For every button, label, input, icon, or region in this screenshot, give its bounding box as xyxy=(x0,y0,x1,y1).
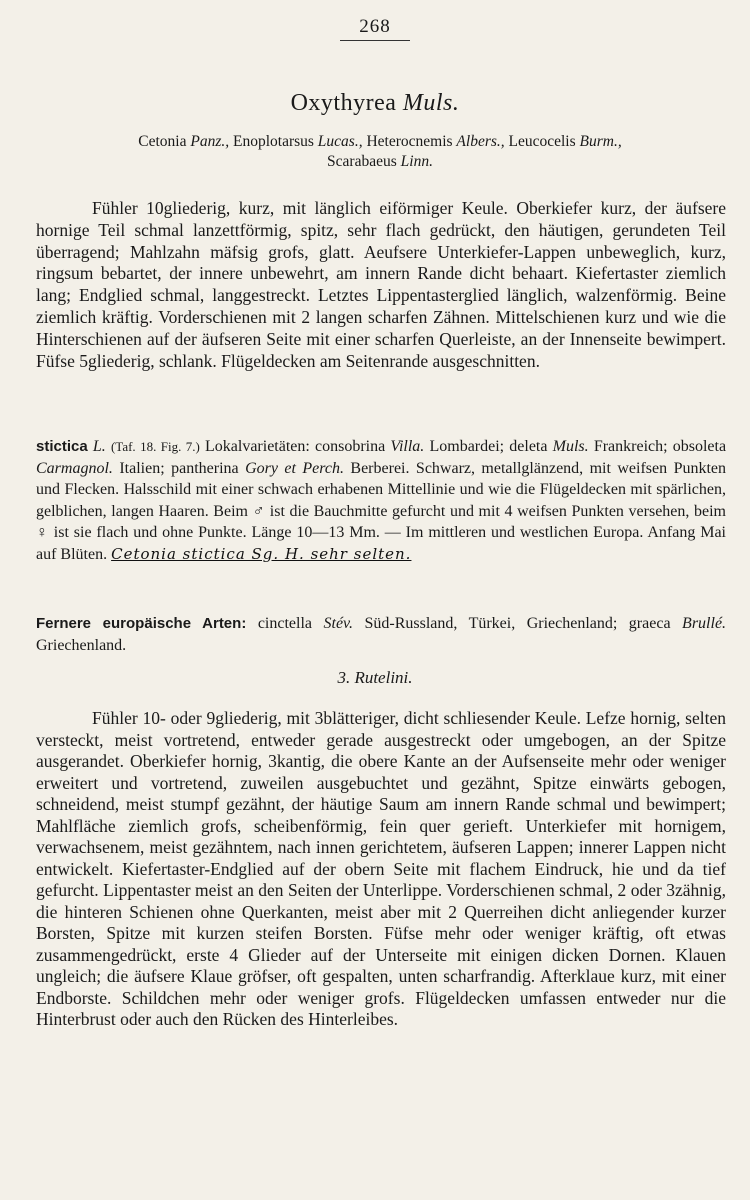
synonym-genus: Enoplotarsus xyxy=(232,133,314,150)
synonym-author: Linn. xyxy=(400,153,433,170)
synonym-author: Burm., xyxy=(579,133,622,150)
other-species-text: Süd-Russland, Türkei, Griechenland; graeca xyxy=(364,615,671,632)
species-author: L. xyxy=(92,438,106,455)
genus-title xyxy=(0,90,750,117)
species-text: Lombardei; deleta xyxy=(429,438,548,455)
other-species xyxy=(36,613,726,656)
species-entry xyxy=(36,436,726,565)
other-species-text: cinctella xyxy=(257,615,312,632)
synonym-author: Panz., xyxy=(190,133,230,150)
synonym-genus: Cetonia xyxy=(138,133,187,150)
other-species-text: Griechenland. xyxy=(36,636,127,654)
page-number-rule xyxy=(340,40,410,41)
synonym-genus: Heterocnemis xyxy=(366,133,453,150)
other-species-author: Stév. xyxy=(323,615,353,632)
variety-author: Gory et Perch. xyxy=(245,459,344,477)
species-text: Lokalvarietäten: consobrina xyxy=(205,438,386,455)
synonym-author: Albers., xyxy=(456,133,505,150)
species-name: stictica xyxy=(36,438,88,455)
plate-reference: (Taf. 18. Fig. 7.) xyxy=(110,439,200,454)
genus-author: Muls. xyxy=(402,90,460,116)
synonym-genus: Scarabaeus xyxy=(327,153,397,170)
handwritten-note: Cetonia stictica Sg. H. sehr selten. xyxy=(111,544,412,563)
section-description-text: Fühler 10- oder 9gliederig, mit 3blätteriger, dicht schliesender Keule. Lefze hornig, selten versteckt, meist vortretend, entweder gerade ausgestreckt oder umgebogen, an der Spitze ausgerandet. Oberkiefer hornig, 3kantig, die obere Kante an der Aufsenseite mehr oder weniger erweitert und vortretend, zuweilen ausgebuchtet und gezähnt, Spitze einwärts gebogen, schneidend, meist stumpf gezähnt, der häutige Saum am innern Rande schmal und bewimpert; Mahlfläche ziemlich grofs, scheibenförmig, fein quer gerieft. Unterkiefer mit hornigem, verwachsenem, meist gezähntem, nach innen gerichtetem, äufseren Lappen; innerer Lappen nicht entwickelt. Kiefertaster-Endglied auf der obern Seite mit flachem Eindruck, hie und da tief gefurcht. Lippentaster meist an den Seiten der Unterlippe. Vorderschienen schmal, 2 oder 3zähnig, die hinteren Schienen ohne Querkanten, meist aber mit 2 Querreihen dicht anliegender kurzer Borsten, Spitze mit kurzen steifen Borsten. Füfse mehr oder weniger kräftig, oft etwas zusammengedrückt, erste 4 Glieder auf der Unterseite mit einigen dicken Dornen. Klauen ungleich; die äufsere Klaue gröfser, oft gespalten, unten scharfrandig. Afterklaue kurz, mit einer Endborste. Schildchen mehr oder weniger grofs. Flügeldecken umfassen entweder nur die Hinterbrust oder auch den Rücken des Hinterleibes. xyxy=(36,708,726,1029)
page-number: 268 xyxy=(359,16,391,37)
other-species-label: Fernere europäische Arten: xyxy=(36,615,247,632)
genus-name: Oxythyrea xyxy=(290,90,397,116)
species-text: Italien; pantherina xyxy=(119,459,239,477)
synonym-genus: Leucocelis xyxy=(508,133,576,150)
species-description: Berberei. Schwarz, metallglänzend, mit weifsen Punkten und Flecken. Halsschild mit einer schwach erhabenen Mittellinie und wie die Flügeldecken mit spärlichen, gelblichen, langen Haaren. Beim ♂ ist die Bauchmitte gefurcht und mit 4 weifsen Punkten versehen, beim ♀ ist sie flach und ohne Punkte. Länge 10—13 Mm. — Im mittleren und westlichen Europa. Anfang Mai auf Blüten. xyxy=(36,459,727,563)
synonym-author: Lucas., xyxy=(317,133,363,150)
variety-author: Muls. xyxy=(552,438,589,455)
species-text: Frankreich; obsoleta xyxy=(593,438,727,455)
genus-description-text: Fühler 10gliederig, kurz, mit länglich eiförmiger Keule. Oberkiefer kurz, der äufsere hornige Teil schmal lanzettförmig, spitz, sehr flach gedrückt, den häutigen, gerundeten Teil überragend; Mahlzahn mäfsig grofs, glatt. Aeufsere Unterkiefer-Lappen unbeweglich, kurz, ringsum bebartet, der innere unbewehrt, am innern Rande dicht behaart. Kiefertaster ziemlich lang; Endglied schmal, langgestreckt. Letztes Lippentasterglied länglich, walzenförmig. Beine ziemlich kräftig. Vorderschienen mit 2 langen scharfen Zähnen. Mittelschienen kurz und wie die Hinterschienen auf der äufseren Seite mit einer scharfen Querleiste, an der Innenseite bewimpert. Füfse 5gliederig, schlank. Flügeldecken am Seitenrande ausgeschnitten. xyxy=(36,198,726,371)
synonym-list xyxy=(40,132,720,172)
variety-author: Carmagnol. xyxy=(36,459,113,477)
variety-author: Villa. xyxy=(390,438,425,455)
other-species-author: Brullé. xyxy=(682,615,727,632)
genus-description xyxy=(36,198,726,372)
section-heading: 3. Rutelini. xyxy=(337,668,413,687)
section-description xyxy=(36,708,726,1031)
